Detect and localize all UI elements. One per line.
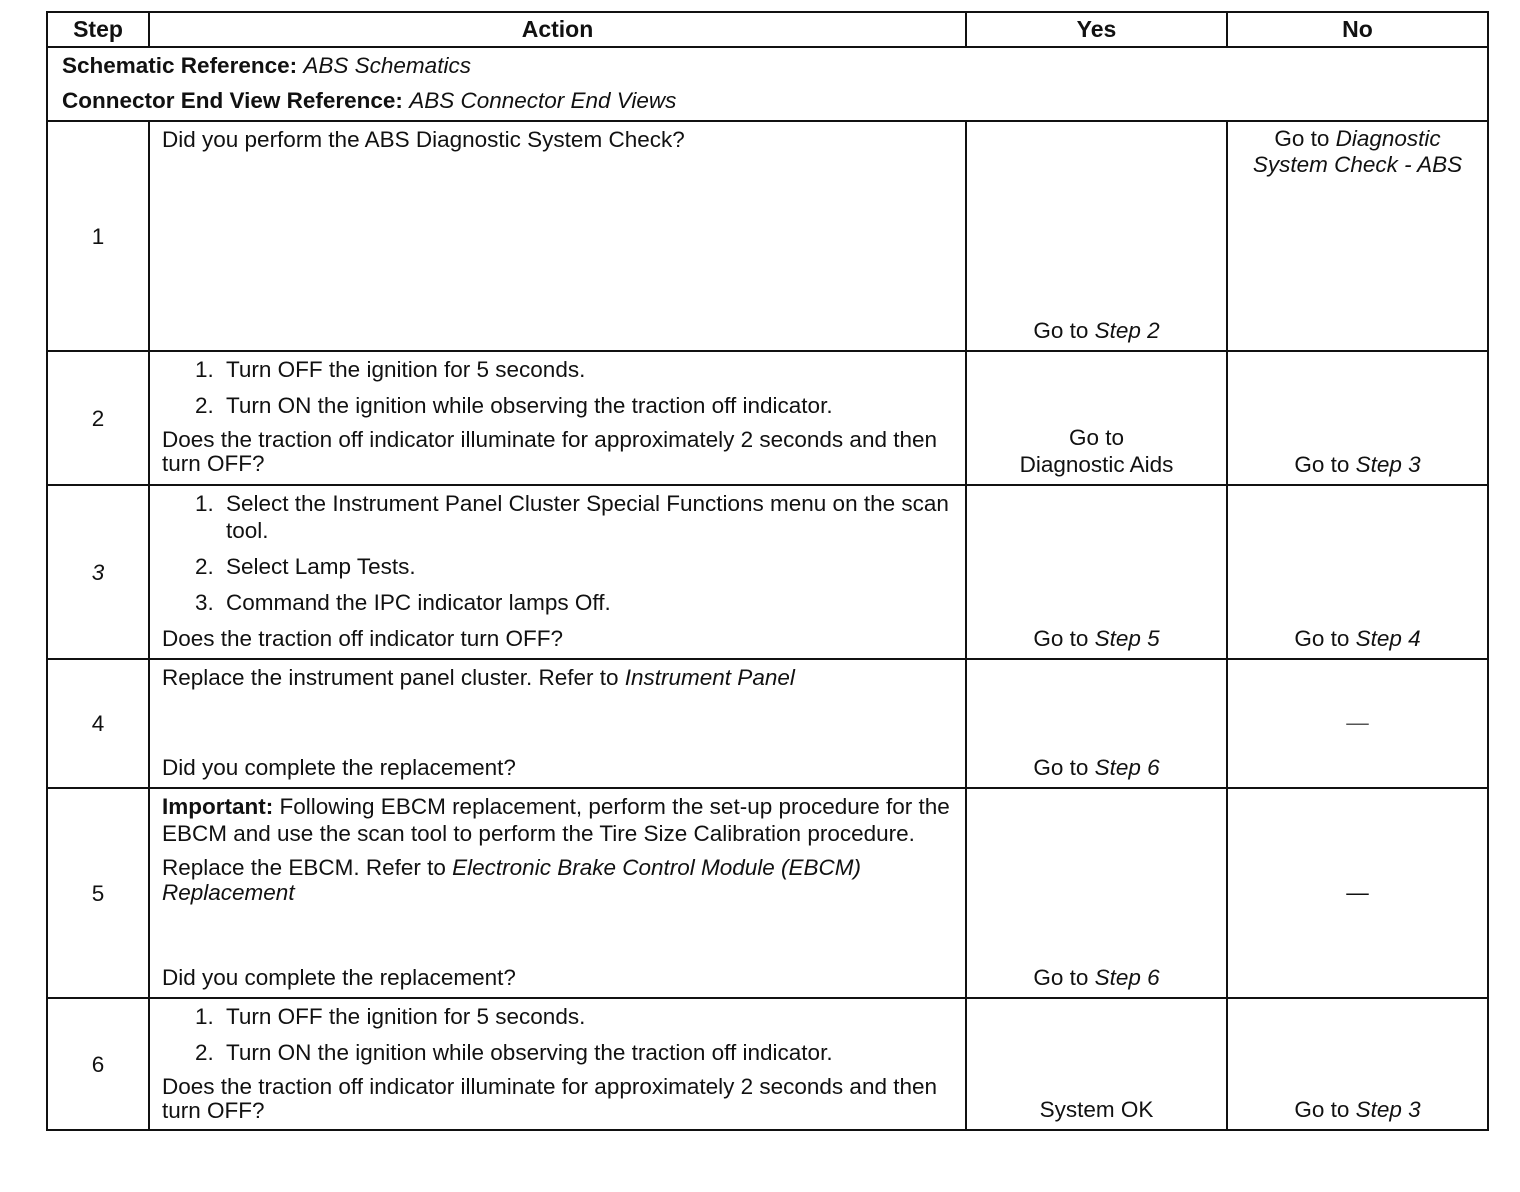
step-number: 4 [47, 659, 149, 788]
step-yes [966, 788, 1227, 998]
no-link-step-3[interactable]: Step 3 [1355, 452, 1421, 477]
header-no: No [1227, 12, 1488, 47]
instruction-item: 1. Select the Instrument Panel Cluster Special Functions menu on the scan tool. [220, 490, 957, 544]
no-prefix: Go to [1274, 126, 1330, 151]
step-action [149, 788, 966, 998]
header-yes: Yes [966, 12, 1227, 47]
step-instructions [162, 490, 957, 616]
schematic-reference-label: Schematic Reference: [62, 53, 298, 78]
step-action [149, 121, 966, 351]
yes-link-step-6[interactable]: Step 6 [1094, 965, 1160, 990]
step-yes [966, 485, 1227, 659]
reference-cell [47, 47, 1488, 121]
instruction-item: 2. Select Lamp Tests. [220, 553, 957, 580]
yes-prefix: Go to [1033, 755, 1089, 780]
schematic-reference [62, 52, 1475, 79]
step-no [1227, 485, 1488, 659]
step-action [149, 485, 966, 659]
step-no [1227, 351, 1488, 485]
instrument-panel-link[interactable]: Instrument Panel [624, 665, 795, 690]
header-step: Step [47, 12, 149, 47]
step-number: 2 [47, 351, 149, 485]
step-yes [966, 998, 1227, 1130]
connector-reference [62, 87, 1475, 114]
step-action-text [162, 664, 957, 691]
connector-reference-label: Connector End View Reference: [62, 88, 403, 113]
step-no [1227, 788, 1488, 998]
yes-prefix: Go to [1033, 965, 1089, 990]
step-number: 1 [47, 121, 149, 351]
step-number-text: 3 [91, 559, 105, 585]
step-row-5 [47, 788, 1488, 998]
step-question: Did you perform the ABS Diagnostic System Check? [162, 127, 685, 152]
ebcm-replacement-link[interactable]: Electronic Brake Control Module (EBCM) Replacement [162, 855, 862, 905]
step-question: Did you complete the replacement? [162, 755, 516, 780]
instruction-item: 2. Turn ON the ignition while observing the traction off indicator. [220, 392, 957, 419]
important-text: Following EBCM replacement, perform the set-up procedure for the EBCM and use the scan tool to perform the Tire Size Calibration procedure. [162, 794, 950, 846]
step-row-4 [47, 659, 1488, 788]
yes-link-step-6[interactable]: Step 6 [1094, 755, 1160, 780]
step-yes [966, 351, 1227, 485]
step-number: 6 [47, 998, 149, 1130]
reference-row [47, 47, 1488, 121]
action-text: Replace the EBCM. Refer to [162, 855, 446, 880]
schematic-reference-link[interactable]: ABS Schematics [303, 53, 471, 78]
no-link-diagnostic-system-check[interactable]: Diagnostic System Check - ABS [1252, 126, 1463, 177]
instruction-item: 2. Turn ON the ignition while observing the traction off indicator. [220, 1039, 957, 1066]
no-link-step-3[interactable]: Step 3 [1355, 1097, 1421, 1122]
step-yes [966, 121, 1227, 351]
connector-reference-link[interactable]: ABS Connector End Views [409, 88, 677, 113]
step-instructions [162, 1003, 957, 1066]
step-no [1227, 659, 1488, 788]
step-row-6 [47, 998, 1488, 1130]
no-prefix: Go to [1294, 1097, 1350, 1122]
yes-link-step-2[interactable]: Step 2 [1094, 318, 1160, 343]
yes-prefix: Go to [1068, 425, 1125, 450]
action-text: Replace the instrument panel cluster. Refer to [162, 665, 619, 690]
step-number [47, 485, 149, 659]
header-action: Action [149, 12, 966, 47]
no-prefix: Go to [1294, 626, 1350, 651]
step-question: Did you complete the replacement? [162, 965, 516, 990]
step-question: Does the traction off indicator illuminate for approximately 2 seconds and then turn OFF? [162, 1074, 938, 1123]
yes-link-step-5[interactable]: Step 5 [1094, 626, 1160, 651]
instruction-item: 1. Turn OFF the ignition for 5 seconds. [220, 356, 957, 383]
step-yes [966, 659, 1227, 788]
step-action [149, 351, 966, 485]
step-row-3 [47, 485, 1488, 659]
instruction-item: 3. Command the IPC indicator lamps Off. [220, 589, 957, 616]
step-no [1227, 998, 1488, 1130]
no-dash: — [1346, 710, 1369, 735]
step-question: Does the traction off indicator turn OFF? [162, 626, 564, 651]
header-row [47, 12, 1488, 47]
important-label: Important: [162, 794, 274, 819]
step-action [149, 659, 966, 788]
step-row-1 [47, 121, 1488, 351]
yes-system-ok: System OK [1039, 1097, 1154, 1122]
diagnostic-table [46, 11, 1489, 1131]
step-row-2 [47, 351, 1488, 485]
step-action [149, 998, 966, 1130]
step-instructions [162, 356, 957, 419]
important-note [162, 793, 957, 847]
step-action-text [162, 855, 957, 905]
no-link-step-4[interactable]: Step 4 [1355, 626, 1421, 651]
yes-prefix: Go to [1033, 318, 1089, 343]
step-question: Does the traction off indicator illuminate for approximately 2 seconds and then turn OFF? [162, 427, 938, 476]
step-number: 5 [47, 788, 149, 998]
no-prefix: Go to [1294, 452, 1350, 477]
instruction-item: 1. Turn OFF the ignition for 5 seconds. [220, 1003, 957, 1030]
yes-link-diagnostic-aids[interactable]: Diagnostic Aids [1019, 452, 1174, 477]
no-dash: — [1346, 879, 1369, 905]
step-no [1227, 121, 1488, 351]
yes-prefix: Go to [1033, 626, 1089, 651]
